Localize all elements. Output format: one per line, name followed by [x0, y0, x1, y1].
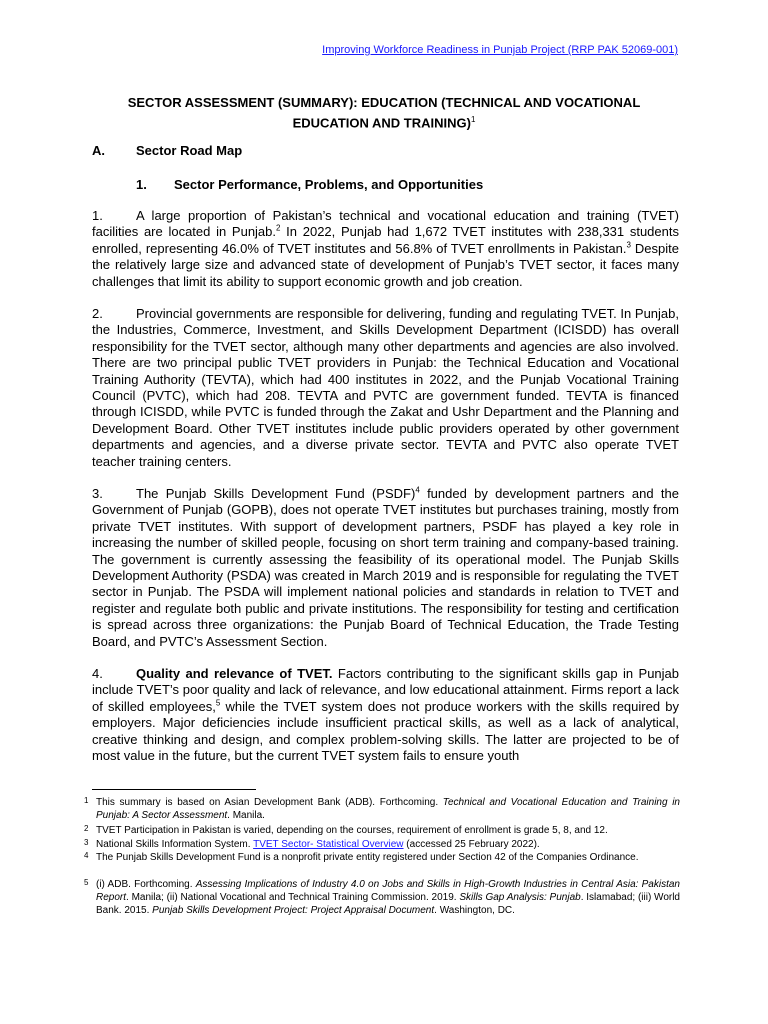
section-title: Sector Road Map — [136, 143, 243, 158]
footnote-text: This summary is based on Asian Development Bank (ADB). Forthcoming. — [96, 797, 443, 808]
footnote-number: 2 — [84, 824, 89, 833]
footnote-2 — [84, 824, 680, 837]
paragraph-3 — [92, 486, 679, 650]
project-header-link[interactable]: Improving Workforce Readiness in Punjab Project (RRP PAK 52069-001) — [322, 44, 678, 56]
title-text: SECTOR ASSESSMENT (SUMMARY): EDUCATION (TECHNICAL AND VOCATIONAL EDUCATION AND TRAINING) — [127, 95, 641, 131]
footnote-title: Skills Gap Analysis: Punjab — [459, 892, 581, 903]
subsection-label: 1. — [136, 177, 147, 192]
paragraph-text: The Punjab Skills Development Fund (PSDF) — [136, 486, 416, 501]
subsection-title: Sector Performance, Problems, and Opportunities — [174, 177, 484, 192]
paragraph-text: A large proportion of Pakistan’s technical and vocational education and training (TVET) facilities are located in Punjab. — [92, 208, 679, 240]
section-heading-a — [92, 143, 242, 158]
footnote-text: TVET Participation in Pakistan is varied, depending on the courses, requirement of enrollment is grade 5, 8, and 12. — [96, 825, 608, 836]
paragraph-text: Provincial governments are responsible for delivering, funding and regulating TVET. In Punjab, the Industries, Commerce, Investment, and Skills Development Department (ICISDD) has overall responsibility for the TVET sector, although many other departments and agencies are also involved. There are two principal public TVET providers in Punjab: the Technical Education and Vocational Training Authority (TEVTA), which had 400 institutes in 2022, and the Punjab Vocational Training Council (PVTC), which had 208. TEVTA and PVTC are government funded. TEVTA is financed through ICISDD, while PVTC is funded through the Zakat and Ushr Department and the Planning and Development Board. Other TVET institutes include public providers operated by other government departments and agencies, and a diverse private sector. TEVTA and PVTC also operate TVET teacher training centers. — [92, 306, 679, 469]
footnote-text: . Manila; (ii) National Vocational and Technical Training Commission. 2019. — [126, 892, 460, 903]
footnote-5 — [84, 878, 680, 917]
paragraph-text: funded by development partners and the Government of Punjab (GOPB), does not operate TVET institutes but purchases training, mostly from private TVET institutes. With support of development partners, PSDF has played a key role in increasing the number of skilled people, focusing on short term training and company-based training. The government is currently assessing the feasibility of its operational model. The Punjab Skills Development Authority (PSDA) was created in March 2019 and is responsible for regulating the TVET sector in Punjab. The PSDA will implement national policies and standards in relation to TVET and register and regulate both public and private institutions. The responsibility for testing and certification is spread across three organizations: the Punjab Board of Technical Education, the Trade Testing Board, and PVTC’s Assessment Section. — [92, 486, 679, 649]
title-footnote-ref[interactable]: 1 — [470, 115, 476, 124]
section-label: A. — [92, 143, 105, 158]
paragraph-1 — [92, 208, 679, 290]
footnote-3 — [84, 838, 680, 851]
footnote-text: (accessed 25 February 2022). — [403, 839, 540, 850]
footnote-text: . Washington, DC. — [434, 905, 515, 916]
footnote-ref[interactable]: 4 — [415, 485, 420, 495]
footnote-separator — [92, 789, 256, 790]
paragraph-number: 2. — [92, 306, 103, 321]
footnote-text: . Islamabad; (iii) World Bank. 2015. — [96, 892, 680, 916]
tvet-statistical-overview-link[interactable]: TVET Sector- Statistical Overview — [253, 839, 404, 850]
footnote-ref[interactable]: 3 — [626, 240, 631, 250]
paragraph-2 — [92, 306, 679, 470]
paragraph-text: Despite the relatively large size and advanced state of development of Punjab’s TVET sector, it faces many challenges that limit its ability to support economic growth and job creation. — [92, 240, 679, 289]
footnote-text: National Skills Information System. — [96, 839, 254, 850]
footnote-4 — [84, 851, 680, 864]
footnote-number: 5 — [84, 878, 89, 887]
footnote-number: 3 — [84, 838, 89, 847]
paragraph-text: In 2022, Punjab had 1,672 TVET institutes with 238,331 students enrolled, representing 46.0% of TVET institutes and 56.8% of TVET enrollments in Pakistan. — [92, 224, 679, 256]
paragraph-number: 4. — [92, 666, 103, 681]
footnote-number: 4 — [84, 851, 89, 860]
paragraph-text: while the TVET system does not produce workers with the skills required by employers. Major deficiencies include insufficient practical skills, as well as a lack of analytical, creative thinking and design, and complex problem-solving skills. The latter are projected to be of most value in the future, but the current TVET system fails to ensure youth — [92, 698, 679, 764]
subsection-heading-1 — [136, 177, 483, 192]
paragraph-number: 3. — [92, 486, 103, 501]
document-title — [92, 94, 676, 131]
footnote-title: Assessing Implications of Industry 4.0 on Jobs and Skills in High-Growth Industries in Central Asia: Pakistan Report — [96, 879, 680, 903]
footnote-text: . Manila. — [227, 810, 265, 821]
paragraph-4 — [92, 666, 679, 764]
paragraph-text: Factors contributing to the significant skills gap in Punjab include TVET’s poor quality and lack of relevance, and low educational attainment. Firms report a lack of skilled employees, — [92, 666, 680, 714]
footnote-title: Punjab Skills Development Project: Project Appraisal Document — [152, 905, 435, 916]
paragraph-number: 1. — [92, 208, 103, 223]
footnote-text: (i) ADB. Forthcoming. — [96, 879, 196, 890]
footnote-title: Technical and Vocational Education and Training in Punjab: A Sector Assessment — [96, 797, 680, 821]
footnote-ref[interactable]: 2 — [276, 224, 281, 234]
paragraph-lead-heading: Quality and relevance of TVET. — [136, 666, 333, 681]
footnote-ref[interactable]: 5 — [215, 698, 221, 708]
footnote-text: The Punjab Skills Development Fund is a nonprofit private entity registered under Section 42 of the Companies Ordinance. — [96, 852, 639, 863]
footnote-1 — [84, 796, 680, 822]
footnote-number: 1 — [84, 796, 89, 805]
